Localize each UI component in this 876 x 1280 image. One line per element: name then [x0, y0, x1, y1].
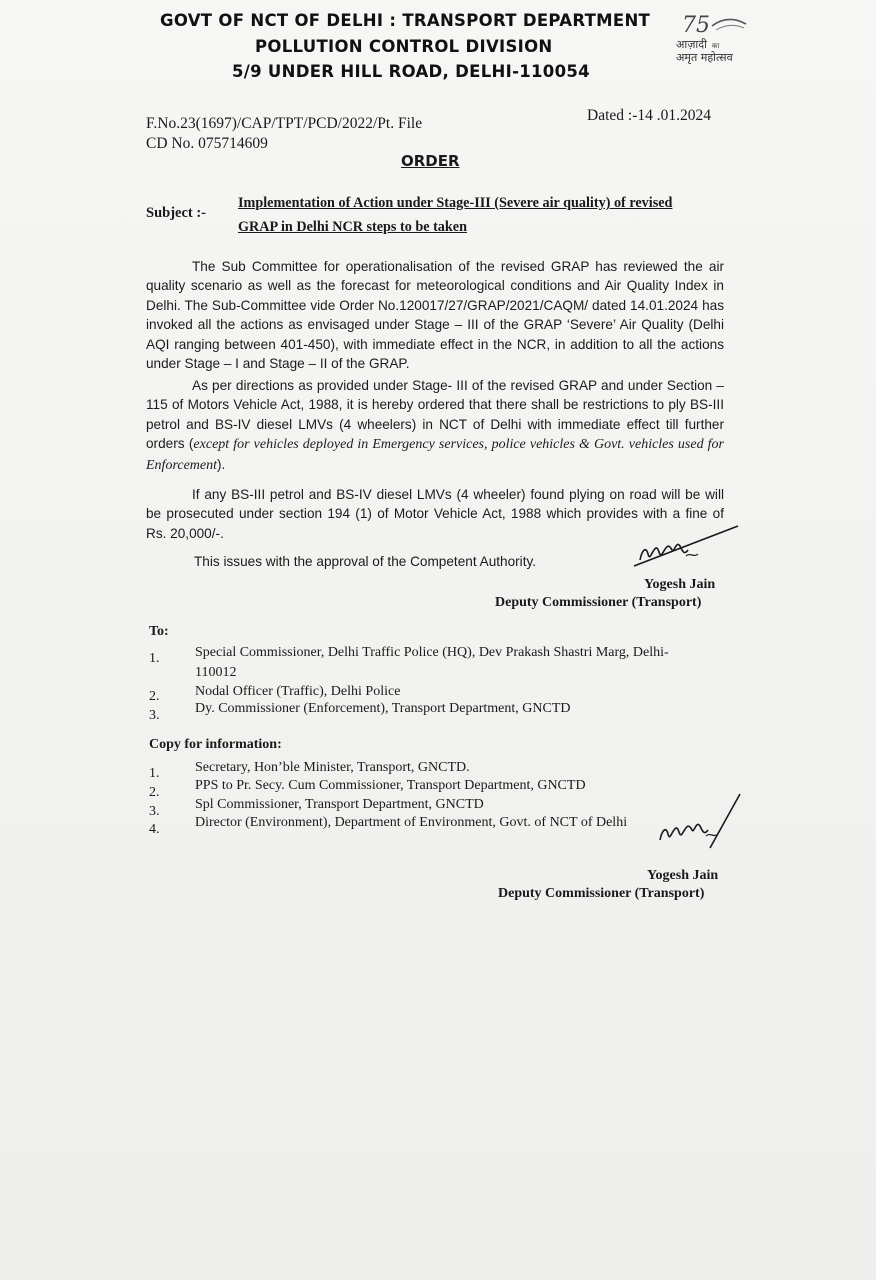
header-line-2: POLLUTION CONTROL DIVISION [255, 37, 553, 56]
cd-number: CD No. 075714609 [146, 135, 268, 152]
paragraph-2-italic: except for vehicles deployed in Emergency services, police vehicles & Govt. vehicles used for Enforcement [146, 437, 724, 473]
copy-item-4-text: Director (Environment), Department of Environment, Govt. of NCT of Delhi [195, 815, 628, 830]
copy-item-2-text: PPS to Pr. Secy. Cum Commissioner, Transport Department, GNCTD [195, 778, 586, 793]
to-item-3-text: Dy. Commissioner (Enforcement), Transport Department, GNCTD [195, 701, 571, 716]
signatory-name-1: Yogesh Jain [644, 577, 716, 592]
copy-item-4-number: 4. [149, 822, 160, 837]
paragraph-2 [146, 376, 724, 475]
signature-1 [626, 520, 742, 584]
dated: Dated :-14 .01.2024 [587, 107, 711, 124]
azadi-ka-amrit-mahotsav-logo [672, 8, 760, 66]
copy-item-2-number: 2. [149, 785, 160, 800]
copy-item-3-number: 3. [149, 804, 160, 819]
signatory-designation-1: Deputy Commissioner (Transport) [495, 595, 702, 610]
copy-item-3-text: Spl Commissioner, Transport Department, GNCTD [195, 797, 484, 812]
order-title: ORDER [401, 152, 460, 170]
amrit-mahotsav-emblem-icon [672, 8, 760, 66]
paragraph-2-end: ). [217, 456, 226, 472]
to-item-3-number: 3. [149, 708, 160, 723]
header-line-1: GOVT OF NCT OF DELHI : TRANSPORT DEPARTMENT [160, 11, 651, 30]
paragraph-1 [146, 257, 724, 373]
to-item-1-number: 1. [149, 651, 160, 666]
subject-label: Subject :- [146, 205, 207, 221]
copy-label: Copy for information: [149, 737, 282, 752]
header-line-3: 5/9 UNDER HILL ROAD, DELHI-110054 [232, 62, 590, 81]
file-number: F.No.23(1697)/CAP/TPT/PCD/2022/Pt. File [146, 115, 423, 132]
paragraph-1-text: The Sub Committee for operationalisation of the revised GRAP has reviewed the air quality scenario as well as the forecast for meteorological conditions and Air Quality Index in Delhi. The Sub-Committee vide Order No.120017/27/GRAP/2021/CAQM/ dated 14.01.2024 has invoked all the actions as envisaged under Stage – III of the GRAP ‘Severe’ Air Quality (Delhi AQI ranging between 401-450), with immediate effect in the NCR, in addition to all the actions under Stage – I and Stage – II of the GRAP. [146, 259, 724, 372]
approval-line: This issues with the approval of the Competent Authority. [194, 554, 537, 569]
paragraph-2-text: As per directions as provided under Stage- III of the revised GRAP and under Section – 115 of Motors Vehicle Act, 1988, it is hereby ordered that there shall be restrictions to ply BS-III petrol and BS-IV diesel LMVs (4 wheelers) in NCT of Delhi with immediate effect till further orders ( [146, 378, 724, 452]
subject-line-2: GRAP in Delhi NCR steps to be taken [238, 219, 467, 235]
handwritten-signature-icon [626, 520, 742, 584]
to-item-2-text: Nodal Officer (Traffic), Delhi Police [195, 684, 401, 699]
copy-item-1-number: 1. [149, 766, 160, 781]
copy-item-1-text: Secretary, Hon’ble Minister, Transport, GNCTD. [195, 760, 470, 775]
paragraph-3-text: If any BS-III petrol and BS-IV diesel LMVs (4 wheeler) found plying on road will be will be prosecuted under section 194 (1) of Motor Vehicle Act, 1988 which provides with a fine of Rs. 20,000/-. [146, 487, 724, 541]
signature-2 [640, 790, 760, 870]
to-label: To: [149, 624, 169, 639]
logo-text-bottom: अमृत महोत्सव [676, 51, 733, 64]
to-item-1-line-1: Special Commissioner, Delhi Traffic Police (HQ), Dev Prakash Shastri Marg, Delhi- [195, 645, 669, 660]
subject-line-1: Implementation of Action under Stage-III (Severe air quality) of revised [238, 195, 673, 211]
signatory-name-2: Yogesh Jain [647, 868, 719, 883]
logo-text-small: का [712, 42, 720, 50]
logo-text-top: आज़ादी [676, 38, 707, 51]
handwritten-signature-icon [640, 790, 760, 870]
to-item-1-line-2: 110012 [195, 665, 237, 680]
to-item-2-number: 2. [149, 689, 160, 704]
svg-text:75: 75 [682, 13, 710, 38]
signatory-designation-2: Deputy Commissioner (Transport) [498, 886, 705, 901]
